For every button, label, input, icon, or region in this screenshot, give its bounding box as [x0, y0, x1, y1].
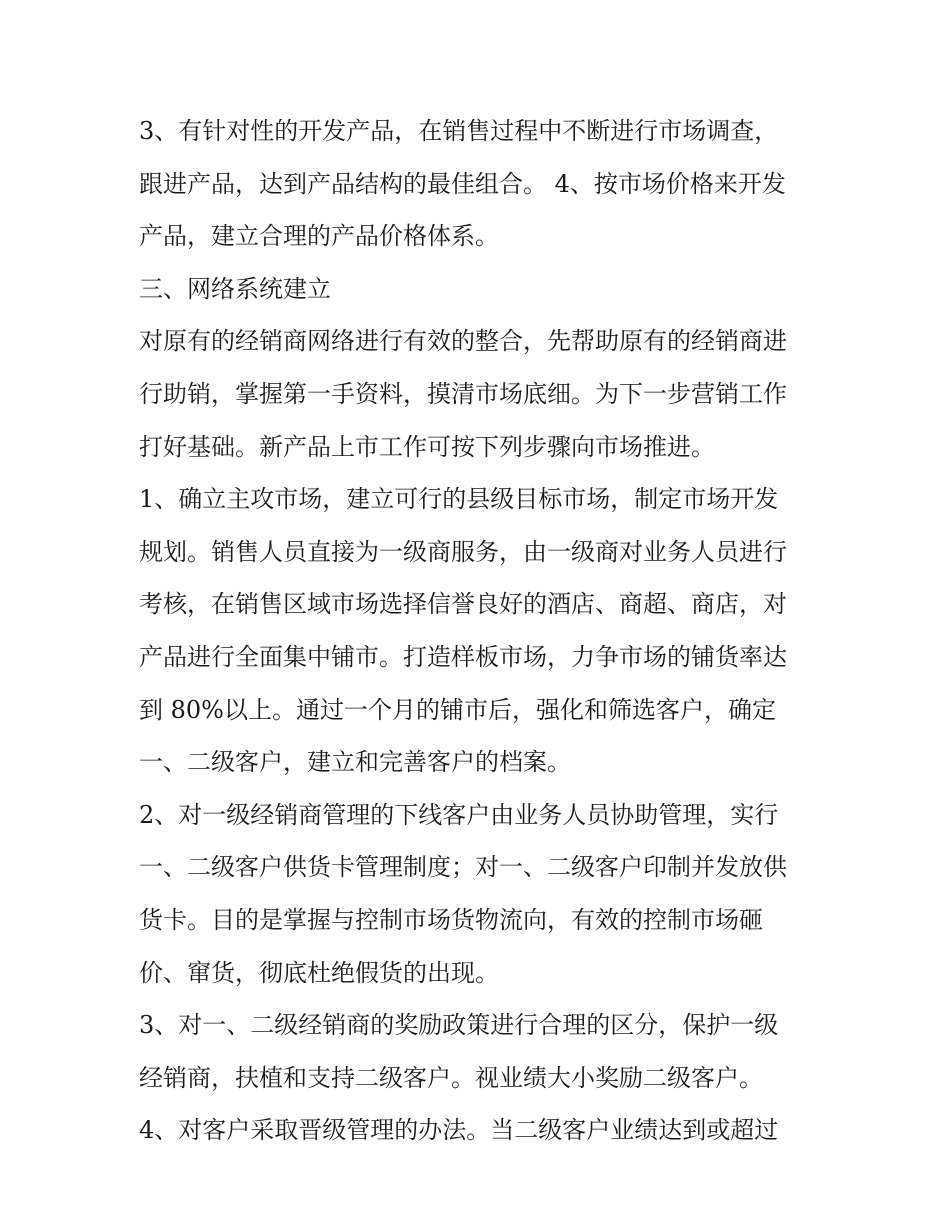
text-line: 一、二级客户，建立和完善客户的档案。 [139, 748, 571, 777]
text-line: 产品进行全面集中铺市。打造样板市场，力争市场的铺货率达 [139, 642, 787, 671]
text-line: 规划。销售人员直接为一级商服务，由一级商对业务人员进行 [139, 537, 787, 566]
section-heading: 三、网络系统建立 [139, 274, 331, 303]
text-line: 货卡。目的是掌握与控制市场货物流向，有效的控制市场砸 [139, 905, 763, 934]
text-line: 3、有针对性的开发产品，在销售过程中不断进行市场调查， [139, 117, 779, 145]
text-line: 2、对一级经销商管理的下线客户由业务人员协助管理，实行 [139, 800, 779, 829]
text-line: 经销商，扶植和支持二级客户。视业绩大小奖励二级客户。 [139, 1063, 763, 1092]
text-line: 到 80%以上。通过一个月的铺市后，强化和筛选客户，确定 [139, 695, 776, 724]
document-body [139, 105, 819, 1157]
text-line: 价、窜货，彻底杜绝假货的出现。 [139, 958, 499, 987]
text-line: 对原有的经销商网络进行有效的整合，先帮助原有的经销商进 [139, 327, 787, 356]
text-line: 产品，建立合理的产品价格体系。 [139, 222, 499, 251]
text-line: 1、确立主攻市场，建立可行的县级目标市场，制定市场开发 [139, 485, 779, 514]
text-line: 行助销，掌握第一手资料，摸清市场底细。为下一步营销工作 [139, 379, 787, 408]
text-line: 跟进产品，达到产品结构的最佳组合。 4、按市场价格来开发 [139, 169, 786, 198]
text-line: 考核，在销售区域市场选择信誉良好的酒店、商超、商店，对 [139, 590, 787, 619]
text-line: 一、二级客户供货卡管理制度；对一、二级客户印制并发放供 [139, 853, 787, 882]
text-line: 3、对一、二级经销商的奖励政策进行合理的区分，保护一级 [139, 1011, 779, 1040]
text-line: 打好基础。新产品上市工作可按下列步骤向市场推进。 [139, 432, 715, 461]
text-line: 4、对客户采取晋级管理的办法。当二级客户业绩达到或超过 [139, 1116, 779, 1145]
